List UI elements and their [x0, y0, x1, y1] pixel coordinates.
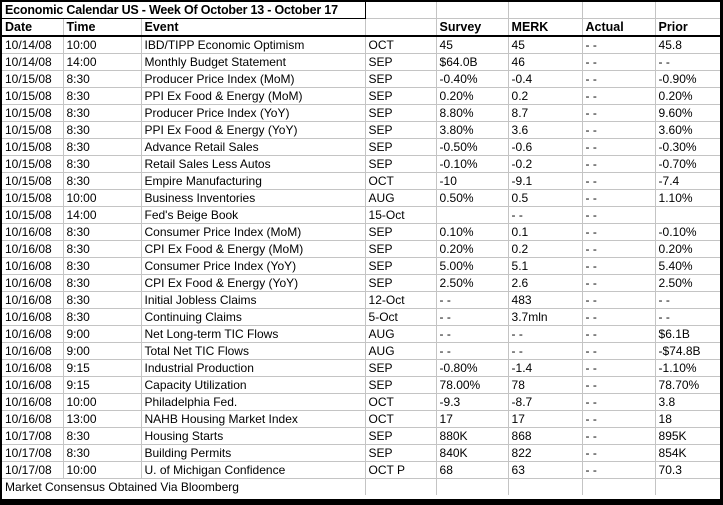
- column-header-merk: MERK: [508, 19, 582, 37]
- cell-merk: 3.7mln: [508, 309, 582, 326]
- cell-event: U. of Michigan Confidence: [141, 462, 365, 479]
- cell-date: 10/16/08: [2, 343, 63, 360]
- cell-period: SEP: [365, 275, 436, 292]
- column-header-prior: Prior: [655, 19, 720, 37]
- source-note: Market Consensus Obtained Via Bloomberg: [2, 479, 365, 496]
- cell-merk: -0.4: [508, 71, 582, 88]
- cell-prior: -$74.8B: [655, 343, 720, 360]
- cell-actual: - -: [582, 326, 655, 343]
- cell-prior: - -: [655, 292, 720, 309]
- cell-period: AUG: [365, 326, 436, 343]
- cell-date: 10/15/08: [2, 139, 63, 156]
- cell-survey: -0.80%: [436, 360, 508, 377]
- column-header-actual: Actual: [582, 19, 655, 37]
- cell-time: 8:30: [63, 428, 141, 445]
- cell-merk: 0.2: [508, 241, 582, 258]
- cell-period: SEP: [365, 224, 436, 241]
- cell-time: 8:30: [63, 139, 141, 156]
- cell-prior: 2.50%: [655, 275, 720, 292]
- cell-period: SEP: [365, 258, 436, 275]
- cell-actual: - -: [582, 394, 655, 411]
- cell-actual: - -: [582, 411, 655, 428]
- cell-event: CPI Ex Food & Energy (MoM): [141, 241, 365, 258]
- cell-merk: 0.1: [508, 224, 582, 241]
- cell-event: Industrial Production: [141, 360, 365, 377]
- footer-row: [2, 479, 720, 496]
- cell-actual: - -: [582, 36, 655, 54]
- column-header-row: [2, 19, 720, 37]
- cell-date: 10/16/08: [2, 411, 63, 428]
- table-row: [2, 275, 720, 292]
- footer-spacer-cell: [508, 479, 582, 496]
- cell-merk: -8.7: [508, 394, 582, 411]
- cell-time: 8:30: [63, 71, 141, 88]
- cell-time: 8:30: [63, 173, 141, 190]
- cell-merk: 8.7: [508, 105, 582, 122]
- cell-survey: 5.00%: [436, 258, 508, 275]
- cell-prior: -0.90%: [655, 71, 720, 88]
- cell-event: Producer Price Index (MoM): [141, 71, 365, 88]
- cell-survey: $64.0B: [436, 54, 508, 71]
- cell-date: 10/15/08: [2, 156, 63, 173]
- cell-period: OCT P: [365, 462, 436, 479]
- title-spacer-cell: [582, 2, 655, 19]
- cell-merk: 0.2: [508, 88, 582, 105]
- cell-time: 10:00: [63, 462, 141, 479]
- cell-survey: 0.20%: [436, 241, 508, 258]
- cell-event: Business Inventories: [141, 190, 365, 207]
- cell-time: 10:00: [63, 36, 141, 54]
- cell-date: 10/16/08: [2, 258, 63, 275]
- cell-time: 8:30: [63, 224, 141, 241]
- cell-period: 15-Oct: [365, 207, 436, 224]
- cell-prior: -0.10%: [655, 224, 720, 241]
- cell-merk: 5.1: [508, 258, 582, 275]
- cell-prior: -7.4: [655, 173, 720, 190]
- cell-date: 10/16/08: [2, 326, 63, 343]
- cell-prior: 0.20%: [655, 241, 720, 258]
- cell-period: SEP: [365, 71, 436, 88]
- cell-merk: 17: [508, 411, 582, 428]
- cell-survey: - -: [436, 326, 508, 343]
- cell-survey: 840K: [436, 445, 508, 462]
- cell-event: Monthly Budget Statement: [141, 54, 365, 71]
- cell-prior: 9.60%: [655, 105, 720, 122]
- cell-actual: - -: [582, 122, 655, 139]
- cell-period: OCT: [365, 394, 436, 411]
- cell-event: IBD/TIPP Economic Optimism: [141, 36, 365, 54]
- cell-survey: -10: [436, 173, 508, 190]
- table-row: [2, 173, 720, 190]
- cell-event: Housing Starts: [141, 428, 365, 445]
- cell-survey: 0.10%: [436, 224, 508, 241]
- table-row: [2, 343, 720, 360]
- table-row: [2, 241, 720, 258]
- cell-actual: - -: [582, 173, 655, 190]
- cell-date: 10/15/08: [2, 122, 63, 139]
- cell-time: 8:30: [63, 105, 141, 122]
- cell-date: 10/14/08: [2, 36, 63, 54]
- cell-survey: 45: [436, 36, 508, 54]
- cell-date: 10/15/08: [2, 190, 63, 207]
- cell-survey: -9.3: [436, 394, 508, 411]
- table-row: [2, 54, 720, 71]
- cell-event: Net Long-term TIC Flows: [141, 326, 365, 343]
- cell-merk: 0.5: [508, 190, 582, 207]
- cell-date: 10/15/08: [2, 173, 63, 190]
- cell-time: 8:30: [63, 275, 141, 292]
- cell-event: Advance Retail Sales: [141, 139, 365, 156]
- cell-period: 12-Oct: [365, 292, 436, 309]
- cell-time: 8:30: [63, 309, 141, 326]
- cell-merk: -9.1: [508, 173, 582, 190]
- cell-actual: - -: [582, 360, 655, 377]
- page-title: Economic Calendar US - Week Of October 13 - October 17: [2, 2, 365, 19]
- cell-survey: - -: [436, 292, 508, 309]
- cell-survey: 8.80%: [436, 105, 508, 122]
- cell-period: SEP: [365, 139, 436, 156]
- cell-merk: 45: [508, 36, 582, 54]
- cell-actual: - -: [582, 54, 655, 71]
- table-row: [2, 309, 720, 326]
- cell-time: 8:30: [63, 292, 141, 309]
- cell-time: 9:15: [63, 360, 141, 377]
- cell-merk: - -: [508, 207, 582, 224]
- cell-prior: - -: [655, 309, 720, 326]
- cell-event: Continuing Claims: [141, 309, 365, 326]
- table-row: [2, 462, 720, 479]
- cell-prior: 3.8: [655, 394, 720, 411]
- cell-actual: - -: [582, 241, 655, 258]
- cell-event: Empire Manufacturing: [141, 173, 365, 190]
- table-row: [2, 411, 720, 428]
- table-row: [2, 190, 720, 207]
- cell-date: 10/16/08: [2, 360, 63, 377]
- cell-period: OCT: [365, 411, 436, 428]
- cell-actual: - -: [582, 428, 655, 445]
- cell-period: SEP: [365, 377, 436, 394]
- table-row: [2, 360, 720, 377]
- cell-survey: 2.50%: [436, 275, 508, 292]
- cell-actual: - -: [582, 207, 655, 224]
- cell-date: 10/16/08: [2, 394, 63, 411]
- cell-prior: -0.30%: [655, 139, 720, 156]
- cell-survey: 3.80%: [436, 122, 508, 139]
- table-row: [2, 105, 720, 122]
- cell-period: 5-Oct: [365, 309, 436, 326]
- title-spacer-cell: [365, 2, 436, 19]
- cell-actual: - -: [582, 309, 655, 326]
- cell-time: 8:30: [63, 156, 141, 173]
- cell-prior: -1.10%: [655, 360, 720, 377]
- cell-prior: 3.60%: [655, 122, 720, 139]
- cell-event: Fed's Beige Book: [141, 207, 365, 224]
- cell-actual: - -: [582, 343, 655, 360]
- cell-merk: 868: [508, 428, 582, 445]
- table-row: [2, 207, 720, 224]
- economic-calendar-table: [2, 2, 720, 495]
- cell-merk: 63: [508, 462, 582, 479]
- cell-date: 10/16/08: [2, 241, 63, 258]
- cell-period: SEP: [365, 105, 436, 122]
- cell-actual: - -: [582, 292, 655, 309]
- cell-period: SEP: [365, 360, 436, 377]
- title-spacer-cell: [655, 2, 720, 19]
- cell-event: NAHB Housing Market Index: [141, 411, 365, 428]
- cell-survey: 17: [436, 411, 508, 428]
- cell-date: 10/17/08: [2, 462, 63, 479]
- cell-merk: - -: [508, 343, 582, 360]
- cell-prior: 18: [655, 411, 720, 428]
- table-row: [2, 377, 720, 394]
- cell-survey: 0.50%: [436, 190, 508, 207]
- cell-merk: -0.6: [508, 139, 582, 156]
- cell-time: 9:00: [63, 326, 141, 343]
- cell-prior: -0.70%: [655, 156, 720, 173]
- footer-spacer-cell: [365, 479, 436, 496]
- cell-actual: - -: [582, 88, 655, 105]
- title-spacer-cell: [436, 2, 508, 19]
- cell-date: 10/17/08: [2, 445, 63, 462]
- title-spacer-cell: [508, 2, 582, 19]
- cell-survey: 68: [436, 462, 508, 479]
- cell-prior: 1.10%: [655, 190, 720, 207]
- cell-time: 10:00: [63, 394, 141, 411]
- cell-survey: 0.20%: [436, 88, 508, 105]
- cell-period: SEP: [365, 445, 436, 462]
- cell-period: SEP: [365, 122, 436, 139]
- cell-merk: - -: [508, 326, 582, 343]
- table-row: [2, 122, 720, 139]
- cell-period: SEP: [365, 156, 436, 173]
- cell-time: 8:30: [63, 88, 141, 105]
- cell-event: Initial Jobless Claims: [141, 292, 365, 309]
- cell-event: Consumer Price Index (MoM): [141, 224, 365, 241]
- cell-actual: - -: [582, 445, 655, 462]
- cell-survey: [436, 207, 508, 224]
- cell-date: 10/15/08: [2, 105, 63, 122]
- cell-actual: - -: [582, 156, 655, 173]
- title-row: [2, 2, 720, 19]
- cell-actual: - -: [582, 275, 655, 292]
- cell-actual: - -: [582, 139, 655, 156]
- cell-time: 8:30: [63, 241, 141, 258]
- cell-time: 9:00: [63, 343, 141, 360]
- cell-actual: - -: [582, 190, 655, 207]
- cell-merk: 2.6: [508, 275, 582, 292]
- cell-date: 10/15/08: [2, 207, 63, 224]
- cell-merk: 822: [508, 445, 582, 462]
- cell-date: 10/16/08: [2, 292, 63, 309]
- cell-time: 10:00: [63, 190, 141, 207]
- table-row: [2, 326, 720, 343]
- cell-date: 10/16/08: [2, 377, 63, 394]
- cell-prior: $6.1B: [655, 326, 720, 343]
- cell-actual: - -: [582, 258, 655, 275]
- cell-date: 10/15/08: [2, 88, 63, 105]
- cell-event: Capacity Utilization: [141, 377, 365, 394]
- cell-date: 10/16/08: [2, 224, 63, 241]
- cell-prior: 895K: [655, 428, 720, 445]
- table-row: [2, 258, 720, 275]
- cell-date: 10/14/08: [2, 54, 63, 71]
- cell-event: Building Permits: [141, 445, 365, 462]
- column-header-date: Date: [2, 19, 63, 37]
- cell-prior: 70.3: [655, 462, 720, 479]
- cell-survey: -0.50%: [436, 139, 508, 156]
- cell-event: Producer Price Index (YoY): [141, 105, 365, 122]
- cell-period: SEP: [365, 428, 436, 445]
- table-row: [2, 139, 720, 156]
- cell-event: Total Net TIC Flows: [141, 343, 365, 360]
- cell-prior: 45.8: [655, 36, 720, 54]
- table-row: [2, 71, 720, 88]
- table-row: [2, 88, 720, 105]
- cell-period: OCT: [365, 173, 436, 190]
- cell-time: 8:30: [63, 258, 141, 275]
- cell-merk: -0.2: [508, 156, 582, 173]
- cell-period: SEP: [365, 241, 436, 258]
- cell-event: CPI Ex Food & Energy (YoY): [141, 275, 365, 292]
- cell-time: 13:00: [63, 411, 141, 428]
- cell-date: 10/16/08: [2, 309, 63, 326]
- cell-prior: - -: [655, 54, 720, 71]
- cell-event: PPI Ex Food & Energy (YoY): [141, 122, 365, 139]
- cell-survey: 78.00%: [436, 377, 508, 394]
- column-header-period: [365, 19, 436, 37]
- table-row: [2, 36, 720, 54]
- cell-period: AUG: [365, 343, 436, 360]
- cell-actual: - -: [582, 224, 655, 241]
- table-row: [2, 156, 720, 173]
- cell-survey: - -: [436, 309, 508, 326]
- column-header-survey: Survey: [436, 19, 508, 37]
- cell-survey: - -: [436, 343, 508, 360]
- cell-date: 10/16/08: [2, 275, 63, 292]
- cell-prior: 5.40%: [655, 258, 720, 275]
- column-header-event: Event: [141, 19, 365, 37]
- footer-spacer-cell: [582, 479, 655, 496]
- cell-event: PPI Ex Food & Energy (MoM): [141, 88, 365, 105]
- cell-period: SEP: [365, 54, 436, 71]
- table-row: [2, 224, 720, 241]
- table-row: [2, 292, 720, 309]
- cell-prior: 0.20%: [655, 88, 720, 105]
- cell-date: 10/15/08: [2, 71, 63, 88]
- cell-merk: 46: [508, 54, 582, 71]
- cell-merk: 3.6: [508, 122, 582, 139]
- cell-actual: - -: [582, 71, 655, 88]
- cell-period: AUG: [365, 190, 436, 207]
- table-row: [2, 394, 720, 411]
- cell-time: 8:30: [63, 445, 141, 462]
- cell-date: 10/17/08: [2, 428, 63, 445]
- cell-time: 14:00: [63, 207, 141, 224]
- cell-merk: 78: [508, 377, 582, 394]
- cell-survey: 880K: [436, 428, 508, 445]
- cell-prior: [655, 207, 720, 224]
- cell-event: Philadelphia Fed.: [141, 394, 365, 411]
- cell-prior: 854K: [655, 445, 720, 462]
- footer-spacer-cell: [655, 479, 720, 496]
- footer-spacer-cell: [436, 479, 508, 496]
- cell-actual: - -: [582, 377, 655, 394]
- table-row: [2, 428, 720, 445]
- cell-survey: -0.40%: [436, 71, 508, 88]
- table-row: [2, 445, 720, 462]
- cell-period: SEP: [365, 88, 436, 105]
- cell-merk: -1.4: [508, 360, 582, 377]
- cell-event: Consumer Price Index (YoY): [141, 258, 365, 275]
- cell-period: OCT: [365, 36, 436, 54]
- cell-actual: - -: [582, 105, 655, 122]
- cell-time: 8:30: [63, 122, 141, 139]
- cell-merk: 483: [508, 292, 582, 309]
- cell-survey: -0.10%: [436, 156, 508, 173]
- cell-prior: 78.70%: [655, 377, 720, 394]
- cell-actual: - -: [582, 462, 655, 479]
- cell-time: 14:00: [63, 54, 141, 71]
- column-header-time: Time: [63, 19, 141, 37]
- cell-time: 9:15: [63, 377, 141, 394]
- cell-event: Retail Sales Less Autos: [141, 156, 365, 173]
